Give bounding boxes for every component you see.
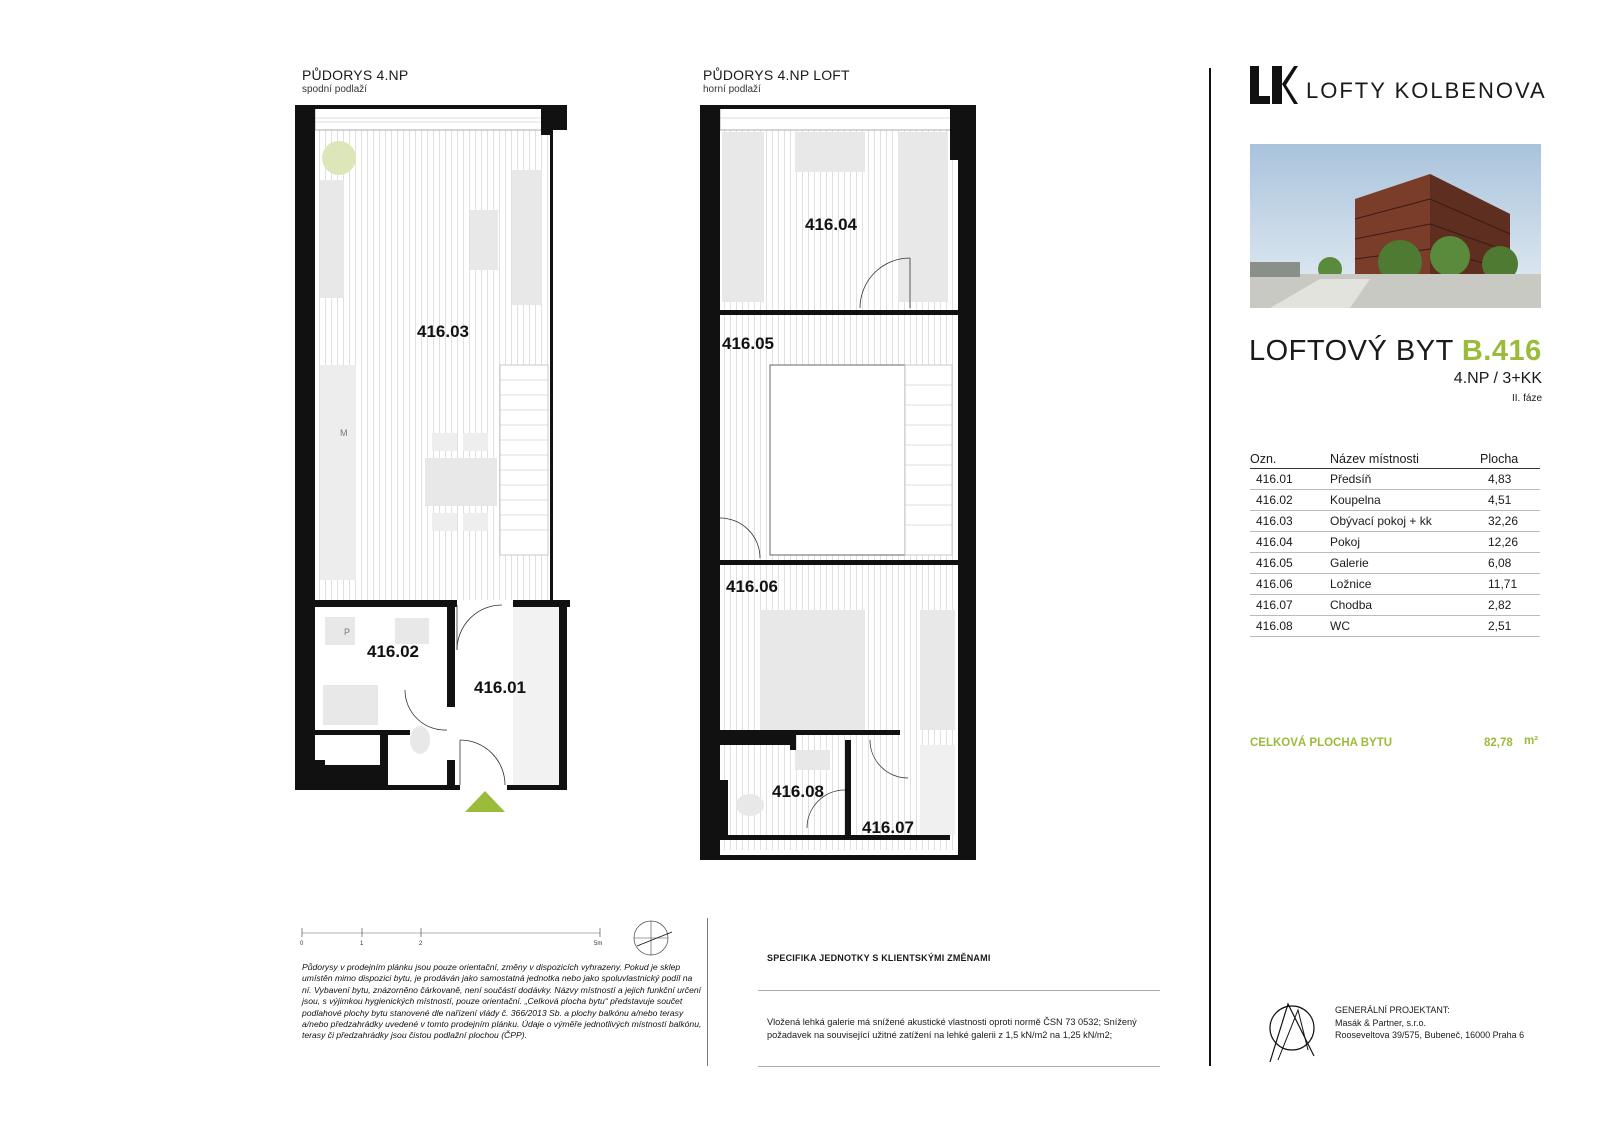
projektant-block (1335, 1004, 1565, 1042)
disclaimer-note: Půdorysy v prodejním plánku jsou pouze orientační, změny v dispozicích vyhrazeny. Pokud je sklep umístěn mimo dispozici bytu, je prodáván jako samostatná jednotka nebo jako spoluvlastnický podíl na ní. Vybavení bytu, znázorněno čárkovaně, není součástí dodávky. Názvy místností a jejich funkční určení jsou, s výjimkou hygienických místností, pouze orientační. „Celková plocha bytu“ představuje součet podlahové plochy bytu stanovené dle nařízení vlády č. 366/2013 Sb. a plochy balkónu a/nebo terasy a/nebo předzahrádky uvedené v tomto prodejním plánku. Údaje o výměře jednotlivých místností balkónu, terasy či předzahrádky jsou čistou podlažní plochou (ČPP). (302, 962, 702, 1041)
table-row (1250, 511, 1540, 532)
cell-area: 4,83 (1480, 469, 1540, 490)
cell-code: 416.05 (1250, 553, 1330, 574)
room-416-05-label: 416.05 (722, 334, 774, 353)
projektant-company: Masák & Partner, s.r.o. (1335, 1017, 1427, 1028)
furniture-letter-p: P (344, 627, 351, 637)
scale-bar (300, 925, 610, 945)
brand-logo-icon (1250, 66, 1298, 106)
room-416-07-label: 416.07 (862, 818, 914, 837)
projektant-logo-icon (1264, 1000, 1320, 1064)
cell-code: 416.06 (1250, 574, 1330, 595)
cell-code: 416.08 (1250, 616, 1330, 637)
cell-area: 4,51 (1480, 490, 1540, 511)
cell-name: Chodba (1330, 595, 1480, 616)
room-416-03-label: 416.03 (417, 322, 469, 341)
total-area-label: CELKOVÁ PLOCHA BYTU (1250, 737, 1393, 749)
unit-phase: II. fáze (1511, 393, 1542, 404)
cell-name: Předsíň (1330, 469, 1480, 490)
table-row (1250, 490, 1540, 511)
cell-name: Koupelna (1330, 490, 1480, 511)
col-header-name: Název místnosti (1330, 452, 1480, 469)
unit-title-prefix: LOFTOVÝ BYT (1249, 335, 1454, 367)
room-416-06-label: 416.06 (726, 577, 778, 596)
spec-title: SPECIFIKA JEDNOTKY S KLIENTSKÝMI ZMĚNAMI (767, 953, 991, 963)
cell-area: 32,26 (1480, 511, 1540, 532)
spec-divider-top (758, 990, 1160, 991)
brand-name: LOFTY KOLBENOVA (1306, 78, 1547, 103)
total-area-value: 82,78 (1484, 737, 1513, 749)
table-row (1250, 574, 1540, 595)
cell-code: 416.03 (1250, 511, 1330, 532)
table-row (1250, 595, 1540, 616)
total-area-unit: m² (1524, 735, 1539, 747)
unit-code: B.416 (1461, 335, 1542, 367)
bottom-divider (707, 918, 708, 1066)
cell-name: WC (1330, 616, 1480, 637)
scale-tick-1: 1 (360, 941, 364, 947)
projektant-address: Rooseveltova 39/575, Bubeneč, 16000 Praha 6 (1335, 1030, 1525, 1040)
north-arrow-icon (632, 918, 680, 958)
furniture-letter-m: M (340, 428, 348, 438)
cell-code: 416.02 (1250, 490, 1330, 511)
scale-tick-2: 2 (419, 941, 423, 947)
col-header-area: Plocha (1480, 452, 1540, 469)
cell-area: 11,71 (1480, 574, 1540, 595)
room-416-01-label: 416.01 (474, 678, 526, 697)
cell-code: 416.01 (1250, 469, 1330, 490)
building-render-image (1250, 144, 1541, 308)
cell-name: Ložnice (1330, 574, 1480, 595)
cell-area: 2,82 (1480, 595, 1540, 616)
table-row (1250, 553, 1540, 574)
right-column-divider (1209, 68, 1211, 1066)
cell-code: 416.07 (1250, 595, 1330, 616)
rooms-table (1250, 452, 1540, 637)
room-416-08-label: 416.08 (772, 782, 824, 801)
cell-area: 2,51 (1480, 616, 1540, 637)
cell-name: Galerie (1330, 553, 1480, 574)
cell-area: 6,08 (1480, 553, 1540, 574)
spec-text: Vložená lehká galerie má snížené akustické vlastnosti oproti normě ČSN 73 0532; Snížený požadavek na související užitné zatížení na lehké galerii z 1,5 kN/m2 na 1,25 kN/m2; (767, 1017, 1137, 1040)
unit-title (1249, 335, 1542, 368)
scale-tick-5: 5m (594, 941, 603, 947)
room-416-02-label: 416.02 (367, 642, 419, 661)
rooms-table-header (1250, 452, 1540, 469)
upper-plan-title: PŮDORYS 4.NP LOFT (703, 67, 850, 83)
unit-floor-type: 4.NP / 3+KK (1453, 370, 1542, 387)
spec-divider-bottom (758, 1066, 1160, 1067)
cell-name: Pokoj (1330, 532, 1480, 553)
cell-area: 12,26 (1480, 532, 1540, 553)
scale-tick-0: 0 (300, 941, 304, 947)
table-row (1250, 532, 1540, 553)
room-416-04-label: 416.04 (805, 215, 857, 234)
table-row (1250, 469, 1540, 490)
lower-floor-plan (295, 100, 595, 830)
lower-plan-subtitle: spodní podlaží (302, 84, 368, 95)
cell-name: Obývací pokoj + kk (1330, 511, 1480, 532)
upper-plan-subtitle: horní podlaží (703, 84, 761, 95)
cell-code: 416.04 (1250, 532, 1330, 553)
col-header-code: Ozn. (1250, 452, 1330, 469)
table-row (1250, 616, 1540, 637)
lower-plan-title: PŮDORYS 4.NP (302, 67, 409, 83)
projektant-label: GENERÁLNÍ PROJEKTANT: (1335, 1005, 1450, 1015)
